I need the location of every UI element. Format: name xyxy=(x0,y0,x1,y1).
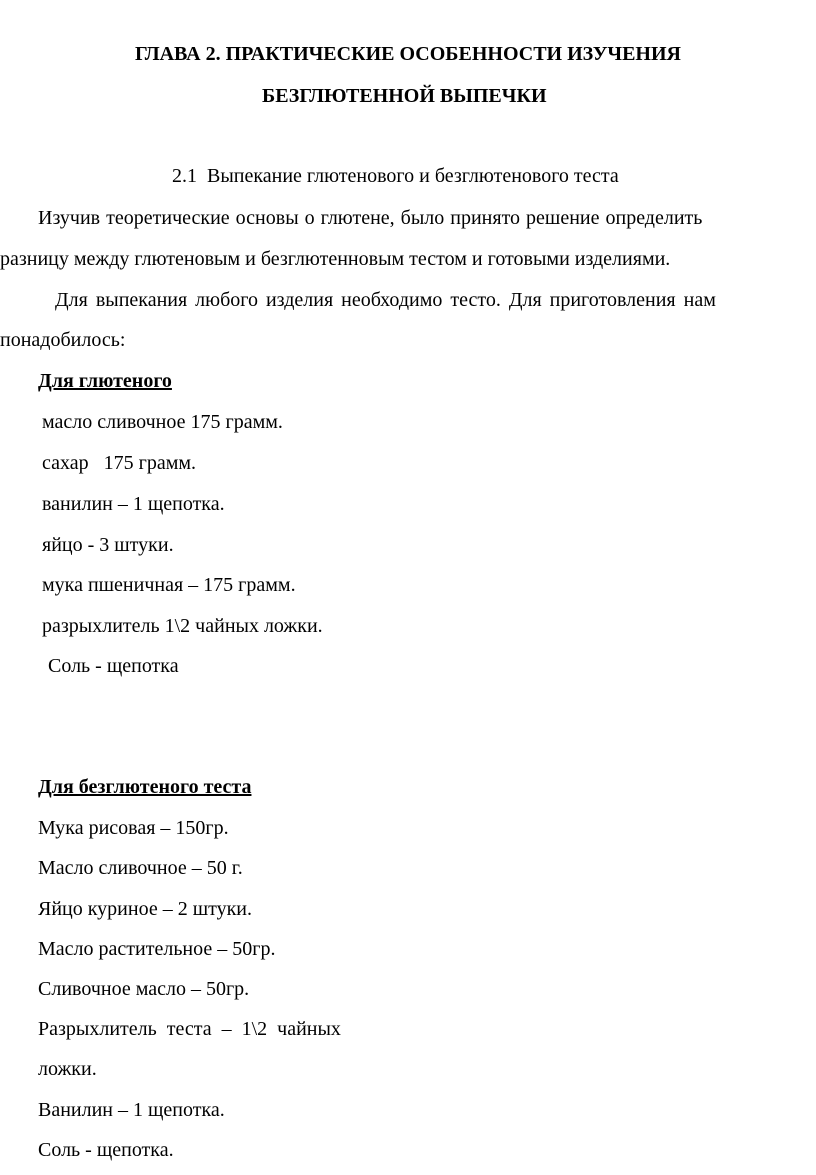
gluten-ingredient: сахар 175 грамм. xyxy=(42,452,197,474)
chapter-title-line-1: ГЛАВА 2. ПРАКТИЧЕСКИЕ ОСОБЕННОСТИ ИЗУЧЕНИЯ xyxy=(135,43,681,65)
gluten-free-ingredient: Масло растительное – 50гр. xyxy=(38,938,276,960)
gluten-ingredient: разрыхлитель 1\2 чайных ложки. xyxy=(42,615,323,637)
gluten-free-ingredient: Сливочное масло – 50гр. xyxy=(38,978,250,1000)
section-heading xyxy=(172,164,619,188)
gluten-ingredient: масло сливочное 175 грамм. xyxy=(42,411,283,433)
paragraph-2-line-2: понадобилось: xyxy=(0,329,126,351)
paragraph-1-line-2: разницу между глютеновым и безглютенновым тестом и готовыми изделиями. xyxy=(0,248,671,270)
gluten-ingredient: мука пшеничная – 175 грамм. xyxy=(42,574,296,596)
gluten-free-ingredient: Соль - щепотка. xyxy=(38,1139,174,1161)
gluten-ingredient: Соль - щепотка xyxy=(48,655,179,677)
gluten-free-ingredient: Мука рисовая – 150гр. xyxy=(38,817,229,839)
gluten-recipe-heading: Для глютеного xyxy=(38,370,172,392)
gluten-free-ingredient: ложки. xyxy=(38,1058,97,1080)
gluten-ingredient: ванилин – 1 щепотка. xyxy=(42,493,225,515)
gluten-ingredient: яйцо - 3 штуки. xyxy=(42,534,174,556)
paragraph-1-line-1: Изучив теоретические основы о глютене, было принято решение определить xyxy=(38,207,703,229)
gluten-free-ingredient: Ванилин – 1 щепотка. xyxy=(38,1099,225,1121)
section-number: 2.1 xyxy=(172,165,197,187)
paragraph-2-line-1: Для выпекания любого изделия необходимо тесто. Для приготовления нам xyxy=(55,289,716,311)
gluten-free-ingredient: Яйцо куриное – 2 штуки. xyxy=(38,898,253,920)
gluten-free-ingredient: Разрыхлитель теста – 1\2 чайных xyxy=(38,1018,341,1040)
section-title: Выпекание глютенового и безглютенового теста xyxy=(207,165,619,187)
gluten-free-recipe-heading: Для безглютеного теста xyxy=(38,776,252,798)
chapter-title-line-2: БЕЗГЛЮТЕННОЙ ВЫПЕЧКИ xyxy=(262,85,547,107)
gluten-free-ingredient: Масло сливочное – 50 г. xyxy=(38,857,243,879)
